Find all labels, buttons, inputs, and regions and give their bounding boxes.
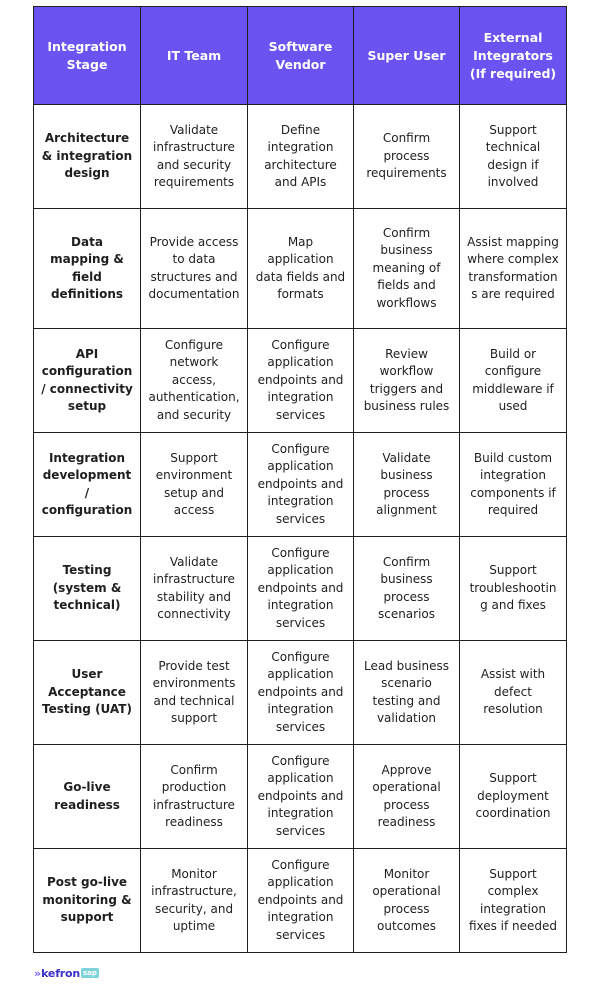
- table-row: [34, 433, 567, 537]
- stage-cell: Data mapping & field definitions: [34, 209, 141, 329]
- header-super-user: Super User: [354, 7, 460, 105]
- table-header-row: [34, 7, 567, 105]
- table-row: [34, 209, 567, 329]
- it-team-cell: Confirm production infrastructure readiness: [141, 745, 248, 849]
- chevron-logo-icon: »: [34, 966, 42, 980]
- vendor-cell: Configure application endpoints and integration services: [248, 433, 354, 537]
- integration-responsibility-table: [33, 6, 567, 953]
- header-software-vendor: Software Vendor: [248, 7, 354, 105]
- it-team-cell: Support environment setup and access: [141, 433, 248, 537]
- vendor-cell: Configure application endpoints and integration services: [248, 849, 354, 953]
- external-cell: Assist with defect resolution: [460, 641, 567, 745]
- table-row: [34, 329, 567, 433]
- stage-cell: Testing (system & technical): [34, 537, 141, 641]
- logo-badge: sap: [83, 969, 97, 977]
- it-team-cell: Validate infrastructure and security requirements: [141, 105, 248, 209]
- super-user-cell: Lead business scenario testing and validation: [354, 641, 460, 745]
- external-cell: Build custom integration components if required: [460, 433, 567, 537]
- stage-cell: API configuration / connectivity setup: [34, 329, 141, 433]
- stage-cell: Integration development / configuration: [34, 433, 141, 537]
- vendor-cell: Configure application endpoints and integration services: [248, 641, 354, 745]
- stage-cell: User Acceptance Testing (UAT): [34, 641, 141, 745]
- table-row: [34, 745, 567, 849]
- header-it-team: IT Team: [141, 7, 248, 105]
- super-user-cell: Confirm business process scenarios: [354, 537, 460, 641]
- header-external-integrators: External Integrators (If required): [460, 7, 567, 105]
- super-user-cell: Validate business process alignment: [354, 433, 460, 537]
- vendor-cell: Configure application endpoints and integration services: [248, 537, 354, 641]
- external-cell: Support troubleshooting and fixes: [460, 537, 567, 641]
- stage-cell: Post go-live monitoring & support: [34, 849, 141, 953]
- stage-cell: Go-live readiness: [34, 745, 141, 849]
- vendor-cell: Define integration architecture and APIs: [248, 105, 354, 209]
- super-user-cell: Confirm process requirements: [354, 105, 460, 209]
- table-row: [34, 537, 567, 641]
- super-user-cell: Review workflow triggers and business rules: [354, 329, 460, 433]
- logo-wordmark: kefron: [41, 966, 80, 980]
- it-team-cell: Configure network access, authentication, and security: [141, 329, 248, 433]
- super-user-cell: Approve operational process readiness: [354, 745, 460, 849]
- table-row: [34, 849, 567, 953]
- responsibility-table-container: [33, 6, 566, 953]
- stage-cell: Architecture & integration design: [34, 105, 141, 209]
- super-user-cell: Confirm business meaning of fields and workflows: [354, 209, 460, 329]
- external-cell: Support technical design if involved: [460, 105, 567, 209]
- external-cell: Assist mapping where complex transformations are required: [460, 209, 567, 329]
- it-team-cell: Provide access to data structures and documentation: [141, 209, 248, 329]
- external-cell: Support complex integration fixes if needed: [460, 849, 567, 953]
- vendor-cell: Configure application endpoints and integration services: [248, 329, 354, 433]
- vendor-cell: Map application data fields and formats: [248, 209, 354, 329]
- super-user-cell: Monitor operational process outcomes: [354, 849, 460, 953]
- header-integration-stage: Integration Stage: [34, 7, 141, 105]
- kefron-sap-logo: [34, 964, 99, 982]
- it-team-cell: Monitor infrastructure, security, and uptime: [141, 849, 248, 953]
- table-row: [34, 641, 567, 745]
- vendor-cell: Configure application endpoints and integration services: [248, 745, 354, 849]
- it-team-cell: Provide test environments and technical support: [141, 641, 248, 745]
- it-team-cell: Validate infrastructure stability and connectivity: [141, 537, 248, 641]
- external-cell: Build or configure middleware if used: [460, 329, 567, 433]
- external-cell: Support deployment coordination: [460, 745, 567, 849]
- table-row: [34, 105, 567, 209]
